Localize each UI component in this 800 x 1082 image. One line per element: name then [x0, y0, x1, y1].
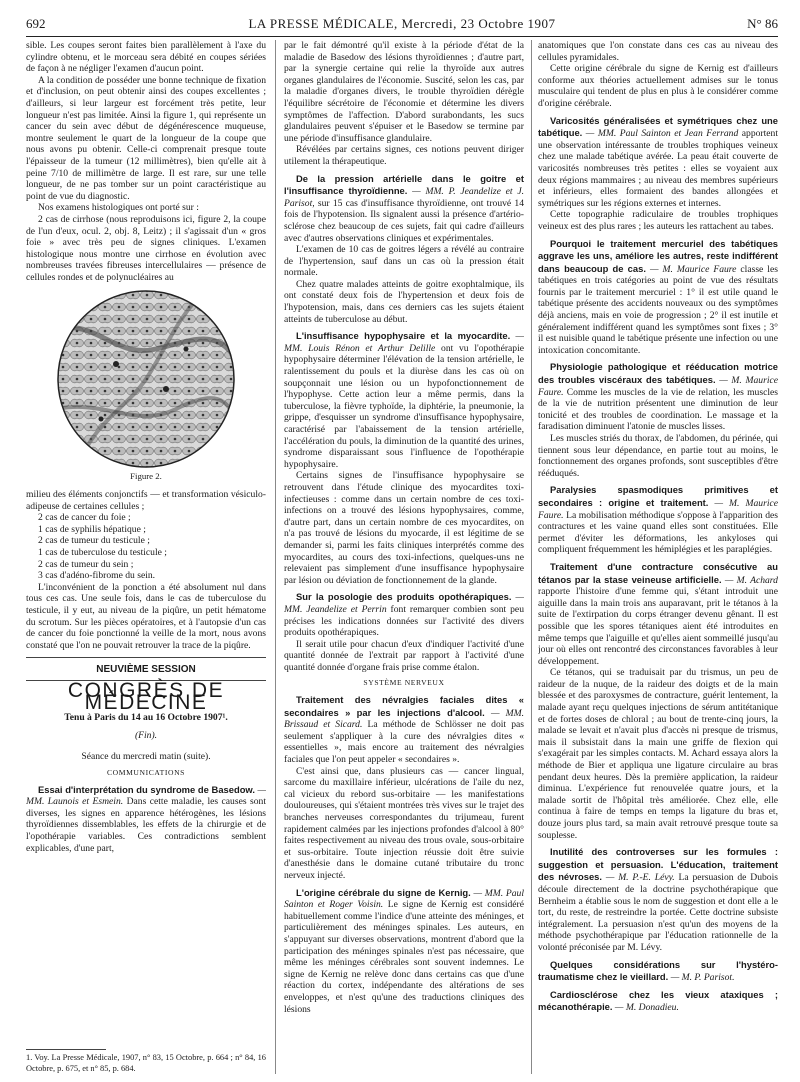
article-title: Essai d'interprétation du syndrome de Basedow. — [38, 783, 255, 795]
paragraph: Nos examens histologiques ont porté sur : — [38, 202, 199, 214]
list-item: 1 cas de syphilis hépatique ; — [38, 523, 146, 535]
divider — [26, 657, 266, 658]
section-heading: SYSTÈME NERVEUX — [363, 678, 445, 688]
article-text: Le signe de Kernig est considéré habituellement comme l'indice d'une atteinte des méninges, et particulièrement des méninges spinales. Les auteurs, en s'appuyant sur diverses observations, montrent d'abord que la participation des méninges spinales n'est pas nécessaire, que même les méninges cérébrales sont souvent indemnes. Le signe de Kernig ne relève donc dans certains cas que d'une réaction du cortex, indépendante des altérations de ses enveloppes, et n'est qu'une des traductions cliniques des lésions — [284, 899, 524, 1015]
article — [284, 173, 524, 245]
article-authors: — M. P. Parisot. — [670, 972, 735, 984]
liver-histology-illustration — [56, 289, 236, 469]
figure-caption: Figure 2. — [130, 471, 162, 482]
article — [26, 784, 266, 855]
article-authors: — M. Maurice Faure — [649, 263, 737, 275]
article-text: ont vu l'opothérapie hypophysaire déterminer l'élévation de la tension artérielle, le ralentissement du pouls et la diurèse dans les cas où on soupçonnait une lésion ou un hypofonctionnement de l'hypophyse. Cette action leur a même permis, dans la tuberculose, la fièvre typhoïde, la diphtérie, la pneumonie, la grippe, d'esquisser un syndrome d'insuffisance hypophysaire, caractérisé par l'abaissement de la tension artérielle, l'accélération du pouls, la diminution de la quantité des urines, syndrome disparaissant sous l'influence de l'opothérapie hypophysaire. — [284, 342, 524, 470]
seance-heading: Séance du mercredi matin (suite). — [81, 751, 211, 763]
journal-title: LA PRESSE MÉDICALE, Mercredi, 23 Octobre 1907 — [248, 16, 556, 31]
article — [538, 846, 778, 953]
article-authors: — M. Maurice Faure. — [538, 375, 778, 398]
article-text: font remarquer combien sont peu précises les indications données sur l'activité des divers produits opothérapiques. — [284, 603, 524, 639]
article — [538, 115, 778, 210]
paragraph: L'inconvénient de la ponction a été absolument nul dans tous ces cas. Une seule fois, dans le cas de tuberculose du testicule, il y eut, au niveau de la piqûre, un petit hématome du scrotum. Sur les pièces opératoires, et à l'autopsie d'un cas de cancer du foie ponctionné la veille de la mort, nous avons constaté que l'on ne pouvait retrouver la trace de la piqûre. — [26, 581, 266, 651]
paragraph: Il serait utile pour chacun d'eux d'indiquer l'activité d'une quantité donnée de l'extrait par rapport à l'activité d'une quantité donnée d'organe frais prise comme étalon. — [284, 638, 524, 673]
article — [284, 330, 524, 470]
article-authors: — M. Maurice Faure. — [538, 497, 778, 521]
article-title: De la pression artérielle dans le goitre et l'insuffisance thyroïdienne. — [284, 172, 524, 197]
article-text: rapporte l'histoire d'une femme qui, s'étant introduit une aiguille dans la main trois ans auparavant, prit le tétanos à la suite de l'extirpation du corps étranger devenu gênant. Il est possible que les spores tétaniques aient été introduites en même temps que l'aiguille et qu'elles aient sommeillé jusqu'au jour où elles ont rencontré des circonstances favorables à leur développement. — [538, 586, 778, 667]
article-authors: — M. Achard — [724, 574, 778, 586]
article — [284, 887, 524, 1016]
article-title: Pourquoi le traitement mercuriel des tabétiques aggrave les uns, améliore les autres, reste indifférent dans beaucoup de cas. — [538, 237, 778, 274]
newspaper-page — [26, 14, 778, 1074]
paragraph: Chez quatre malades atteints de goitre exophtalmique, ils ont constaté deux fois de l'hypertension et deux fois de l'hypotension, mais, dans ces derniers cas les sujets étaient atteints de tuberculose au début. — [284, 278, 524, 325]
article-authors: — MM. P. Jeandelize et J. Parisot, — [284, 186, 524, 209]
article — [284, 694, 524, 766]
article — [538, 989, 778, 1014]
paragraph: Révélées par certains signes, ces notions peuvent diriger utilement la thérapeutique. — [284, 144, 524, 167]
article-title: Varicosités généralisées et symétriques chez une tabétique. — [538, 114, 778, 139]
article-title: Sur la posologie des produits opothérapiques. — [296, 591, 512, 603]
paragraph: Certains signes de l'insuffisance hypophysaire se retrouvent dans l'étude clinique des myocardites toxi-infectieuses : comme dans un certain nombre de ces toxi-infections on a trouvé des lésions hypophysaires, comme, d'autre part, dans un certain nombre de ces myocardites, on n'a pas trouvé de lésions du myocarde, il est légitime de se demander si, parmi les faits cliniques interprétés comme des myocardites, au cours des toxi-infections, quelques-uns ne relevaient pas simplement d'une insuffisance hypophysaire par lésion ou déviation de fonctionnement de la glande. — [284, 470, 524, 586]
running-header — [26, 14, 778, 37]
column-divider — [275, 40, 276, 1074]
paragraph: par le fait démontré qu'il existe à la période d'état de la maladie de Basedow des lésions thyroïdiennes ; d'autre part, par la synergie certaine qui relie la thyroïde aux autres organes glandulaires de l'économie. Suscité, selon les cas, par la maladie d'organes divers, le trouble thyroïdien dérègle l'équilibre sécrétoire de l'économie et détermine les divers symptômes de l'affection. D'abord surabondants, les sucs glandulaires peuvent s'épuiser et le Basedow se termine par une période d'insuffisance glandulaire. — [284, 40, 524, 144]
paragraph: Les muscles striés du thorax, de l'abdomen, du périnée, qui tiennent sous leur dépendance, en partie tout au moins, le fonctionnement des organes profonds, sont susceptibles d'être rééduqués. — [538, 433, 778, 479]
list-item: 1 cas de tuberculose du testicule ; — [38, 547, 167, 559]
article-title: Traitement des névralgies faciales dites « secondaires » par les injections d'alcool. — [284, 694, 524, 718]
article-title: Paralysies spasmodiques primitives et secondaires : origine et traitement. — [538, 484, 778, 508]
list-item: 2 cas de cancer du foie ; — [38, 512, 131, 524]
list-item: 2 cas de tumeur du sein ; — [38, 558, 134, 570]
session-heading: NEUVIÈME SESSION — [96, 664, 196, 676]
article-title: Physiologie pathologique et rééducation motrice des troubles viscéraux des tabétiques. — [538, 361, 778, 386]
article — [538, 361, 778, 433]
paragraph: anatomiques que l'on constate dans ces cas au niveau des cellules pyramidales. — [538, 40, 778, 63]
article — [538, 959, 778, 984]
paragraph: Cette origine cérébrale du signe de Kernig est d'ailleurs conforme aux théories actuellement admises sur le tonus musculaire qui tendent de plus en plus à le considérer comme d'origine cérébrale. — [538, 63, 778, 109]
article-authors: — MM. Jeandelize et Perrin — [284, 592, 524, 615]
communications-heading: COMMUNICATIONS — [106, 767, 185, 777]
article-title: L'origine cérébrale du signe de Kernig. — [296, 886, 471, 898]
article-text: classe les tabétiques en trois catégories au point de vue des résultats fournis par le traitement mercuriel : 1° il est utile quand le tabétique présente des accidents nouveaux ou des symptômes déjà anciens, mais en voie de progression ; 2° il est inutile et généralement indifférent quand les symptômes sont fixes ; 3° il est nuisible quand le tabétique présente une infection ou une intoxication concomitante. — [538, 263, 778, 356]
paragraph: sible. Les coupes seront faites bien parallèlement à l'axe du cylindre obtenu, et le morceau sera débité en coupes sériées de façon à ne négliger l'examen d'aucun point. — [26, 40, 266, 75]
article-text: La méthode de Schlösser ne doit pas seulement s'appliquer à la cure des névralgies dites « essentielles », mais encore au traitement des névralgies faciales que l'on peut appeler « secondaires ». — [284, 719, 524, 766]
article — [538, 561, 778, 667]
congress-dates: Tenu à Paris du 14 au 16 Octobre 1907¹. — [64, 712, 228, 724]
paragraph: A la condition de posséder une bonne technique de fixation et d'inclusion, on peut obtenir ainsi des coupes excellentes ; d'ailleurs, si leur largeur est forcément très petite, leur longueur n'est pas limitée. Ainsi la figure 1, qui représente un cancer du sein avec début de dégénérescence muqueuse, montre seulement le quart de la longueur de la coupe que nous avons pu obtenir. Celle-ci comprenait presque toute l'épaisseur de la tumeur (12 millimètres), bien qu'elle ait à peine 7/10 de millimètre de large. Il est rare, sur une telle longueur, de ne pas tomber sur un point caractéristique au point de vue du diagnostic. — [26, 74, 266, 202]
list-item: 3 cas d'adéno-fibrome du sein. — [38, 570, 156, 582]
paragraph: milieu des éléments conjonctifs — et transformation vésiculo-adipeuse de certaines cellules ; — [26, 489, 266, 512]
column-1 — [26, 40, 266, 1074]
issue-number: N° 86 — [747, 16, 778, 31]
article-authors: — MM. Brissaud et Sicard. — [284, 707, 524, 731]
article — [538, 238, 778, 357]
paragraph: Cette topographie radiculaire de troubles trophiques veineux est des plus rares ; les auteurs les rattachent au tabes. — [538, 209, 778, 232]
paragraph: 2 cas de cirrhose (nous reproduisons ici, figure 2, la coupe de l'un d'eux, ocul. 2, obj. 8, Leitz) ; il s'agissait d'un « gros foie » avec très peu de signes cliniques. L'examen histologique nous montre une cirrhose en évolution avec nombreuses travées fibreuses intercellulaires — présence de cellules rondes et de polynucléaires au — [26, 213, 266, 283]
article-text: La persuasion de Dubois découle directement de la doctrine psychothérapique que Bernheim a établie sous le nom de suggestion et dont elle a le tort, du reste, de restreindre la portée. Cette doctrine subsiste intégralement. La persuasion n'est qu'un des moyens de la méthode psychothérapique par l'éducation rationnelle de la volonté préconisée par M. Lévy. — [538, 872, 778, 953]
article-title: Quelques considérations sur l'hystéro-traumatisme chez le vieillard. — [538, 958, 778, 983]
article-title: Traitement d'une contracture consécutive au tétanos par la stase veineuse artificielle. — [538, 560, 778, 585]
article — [284, 591, 524, 638]
article-authors: — M. P.-E. Lévy. — [605, 872, 675, 884]
congress-fin: (Fin). — [134, 729, 158, 741]
list-item: 2 cas de tumeur du testicule ; — [38, 535, 150, 547]
article-text: La mobilisation méthodique s'oppose à l'apparition des contractures et les vaine quand elles sont constituées. Elle permet d'éviter les déformations, les ankyloses qui compliquent fréquemment les hémiplégies et les paraplégies. — [538, 509, 778, 556]
column-2 — [284, 40, 524, 1074]
congress-title: CONGRÈS DE MÉDECINE — [67, 678, 225, 714]
footnote-text: 1. Voy. La Presse Médicale, 1907, n° 83, 15 Octobre, p. 664 ; n° 84, 16 Octobre, p. 675, et n° 85, p. 684. — [26, 1053, 266, 1073]
footnote — [26, 1049, 266, 1074]
article-authors: — MM. Paul Sainton et Jean Ferrand — [585, 128, 739, 140]
column-3 — [538, 40, 778, 1074]
column-divider — [531, 40, 532, 1074]
article-text: sur 15 cas d'insuffisance thyroïdienne, ont trouvé 14 fois de l'hypotension. Ils signalent aussi la présence d'artério-sclérose chez beaucoup de ces sujets, fait qui cadre d'ailleurs avec d'autres observations cliniques et expérimentales. — [284, 197, 524, 244]
article-text: Comme les muscles de la vie de relation, les muscles de la vie de nutrition présentent une diminution de leur tonicité et des troubles de coordination. Le massage et la faradisation diminuent l'atonie de muscles lisses. — [538, 386, 778, 433]
paragraph: Ce tétanos, qui se traduisait par du trismus, un peu de raideur de la nuque, de la raideur des doigts et de la main blessée et des paroxysmes de contracture, guérit lentement, la malade ayant reçu quelques injections de sérum antitétanique et de fortes doses de chloral ; au bout de trente-cinq jours, la malade se levait et n'avait plus d'accès ni presque de trismus, mais il subsistait dans la main une griffe de flexion qui s'exagérait par les simples contacts. M. Achard essaya alors la méthode de Bier et appliqua une ligature circulaire au bras pendant deux heures. Dès la première application, la raideur diminua. L'expérience fut renouvelée quatre jours, et la malade sortit de l'hôpital très améliorée. Chez elle, elle continua à faire de temps en temps la ligature du bras et, douze jours plus tard, sa main avait retrouvé presque toute sa souplesse. — [538, 667, 778, 841]
article-text: apportent une observation intéressante de troubles trophiques veineux chez une malade tabétique avérée. La peau était couverte de varicosités nombreuses très petites : elles se voyaient aux deux régions mammaires ; au niveau des membres supérieurs et inférieurs, elles formaient des bandes allongées et symétriques sur les régions externes et internes. — [538, 128, 778, 209]
article — [538, 484, 778, 556]
paragraph: C'est ainsi que, dans plusieurs cas — cancer lingual, sarcome du maxillaire inférieur, ulcérations de l'aile du nez, cal vicieux du rebord sus-orbitaire — les manifestations douloureuses, qui s'étaient montrées très vives sur le trajet des branches nerveuses correspondantes du trijumeau, furent rapidement calmées par les injections profondes d'alcool à 80° faites respectivement au niveau des trous ovale, sous-orbitaire et sus-orbitaire. Toute injection réussie doit être suivie d'anesthésie dans le domaine cutané tributaire du tronc nerveux injecté. — [284, 765, 524, 881]
article-title: Inutilité des controverses sur les formules : suggestion et persuasion. L'éducation, traitement des névroses. — [538, 846, 778, 883]
article-text: Dans cette maladie, les causes sont diverses, les signes en apparence hétérogènes, les lésions thyroïdiennes dissemblables, les effets de la chirurgie et de l'opothérapie variables. Ces contradictions semblent explicables, d'une part, — [26, 796, 266, 854]
paragraph: L'examen de 10 cas de goitres légers a révélé au contraire de l'hypertension, sauf dans un cas où la pression était normale. — [284, 244, 524, 279]
figure-2 — [26, 289, 266, 469]
article-title: Cardiosclérose chez les vieux ataxiques ; mécanothérapie. — [538, 988, 778, 1013]
article-authors: — MM. Paul Sainton et Roger Voisin. — [284, 887, 524, 911]
page-number: 692 — [26, 16, 46, 31]
article-authors: — MM. Louis Rénon et Arthur Delille — [284, 331, 524, 354]
article-authors: — MM. Launois et Esmein. — [26, 784, 266, 808]
article-authors: — M. Donadieu. — [614, 1002, 679, 1014]
article-title: L'insuffisance hypophysaire et la myocardite. — [296, 330, 511, 342]
